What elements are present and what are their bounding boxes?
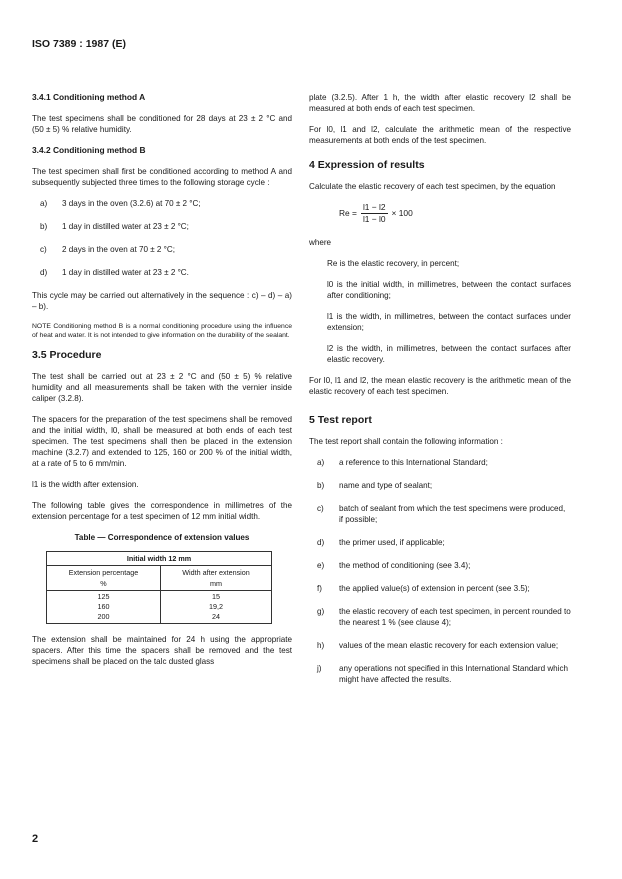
- definition: l0 is the initial width, in millimetres, between the contact surfaces after conditioning;: [327, 280, 571, 300]
- definition: l1 is the width, in millimetres, between the contact surfaces under extension;: [327, 312, 571, 332]
- section-3-4-2-text: The test specimen shall first be conditioned according to method A and subsequently subjected three times to the following storage cycle :: [32, 167, 292, 187]
- list-item: b) name and type of sealant;: [317, 481, 433, 490]
- list-item: c) batch of sealant from which the test specimens were produced, if possible;: [317, 504, 566, 524]
- list-item: a) 3 days in the oven (3.2.6) at 70 ± 2 °C;: [40, 199, 201, 208]
- results-paragraph: For l0, l1 and l2, the mean elastic recovery is the arithmetic mean of the elastic recovery of each test specimen.: [309, 376, 571, 396]
- right-column: [309, 92, 571, 697]
- section-3-4-2-heading: 3.4.2 Conditioning method B: [32, 145, 146, 155]
- list-item: b) 1 day in distilled water at 23 ± 2 °C;: [40, 222, 189, 231]
- list-item: d) the primer used, if applicable;: [317, 538, 445, 547]
- section-3-4-1-heading: 3.4.1 Conditioning method A: [32, 92, 146, 102]
- document-header: ISO 7389 : 1987 (E): [32, 38, 126, 50]
- section-4-heading: 4 Expression of results: [309, 159, 425, 171]
- table-caption: Table — Correspondence of extension values: [74, 533, 250, 542]
- list-item: e) the method of conditioning (see 3.4);: [317, 561, 471, 570]
- definition: Re is the elastic recovery, in percent;: [327, 259, 460, 268]
- report-intro: The test report shall contain the following information :: [309, 437, 503, 446]
- extension-table: [46, 551, 272, 624]
- note: NOTE Conditioning method B is a normal conditioning procedure using the influence of heat and water. It is not intended to give information on the durability of the sealant.: [32, 323, 292, 339]
- procedure-paragraph: The spacers for the preparation of the test specimens shall be removed and the initial width, l0, shall be measured at both ends of each test specimen. The test specimens shall then be placed in the extension machine (3.2.7) and extended to 125, 160 or 200 % of the initial width, at a rate of 5 to 6 mm/min.: [32, 415, 292, 468]
- list-item: c) 2 days in the oven at 70 ± 2 °C;: [40, 245, 175, 254]
- equation-tail: × 100: [391, 208, 413, 218]
- procedure-continuation: plate (3.2.5). After 1 h, the width after elastic recovery l2 shall be measured at both ends of each test specimen.: [309, 93, 571, 113]
- definition: l2 is the width, in millimetres, between the contact surfaces after elastic recovery.: [327, 344, 571, 364]
- results-paragraph: Calculate the elastic recovery of each test specimen, by the equation: [309, 182, 556, 191]
- list-item: h) values of the mean elastic recovery for each extension value;: [317, 641, 559, 650]
- where-label: where: [309, 238, 332, 247]
- list-item: f) the applied value(s) of extension in percent (see 3.5);: [317, 584, 530, 593]
- equation-fraction: $\frac{l1 - l2}{l1 - l0}$: [362, 202, 386, 224]
- left-column: [32, 92, 292, 677]
- page-number: 2: [32, 833, 39, 845]
- equation-lhs: Re =: [339, 208, 357, 218]
- section-3-4-1-text: The test specimens shall be conditioned for 28 days at 23 ± 2 °C and (50 ± 5) % relative humidity.: [32, 114, 292, 134]
- table-row: 125 160 200 15 19,2 24: [47, 591, 272, 624]
- table-col-header: Width after extension mm: [161, 566, 272, 591]
- list-item: a) a reference to this International Standard;: [317, 458, 488, 467]
- table-col-header: Extension percentage %: [47, 566, 161, 591]
- procedure-paragraph: l1 is the width after extension.: [32, 480, 139, 489]
- table-header: Initial width 12 mm: [47, 552, 272, 566]
- procedure-paragraph: The extension shall be maintained for 24 h using the appropriate spacers. After this time the spacers shall be removed and the test specimens shall be placed on the talc dusted glass: [32, 635, 292, 666]
- cycle-alternative-text: This cycle may be carried out alternatively in the sequence : c) – d) – a) – b).: [32, 291, 292, 311]
- section-5-heading: 5 Test report: [309, 414, 372, 426]
- procedure-paragraph: The test shall be carried out at 23 ± 2 °C and (50 ± 5) % relative humidity and all measurements shall be taken with the vernier inside caliper (3.2.8).: [32, 372, 292, 403]
- list-item: d) 1 day in distilled water at 23 ± 2 °C.: [40, 268, 189, 277]
- list-item: g) the elastic recovery of each test specimen, in percent rounded to the nearest 1 % (see clause 4);: [317, 607, 571, 627]
- equation: [339, 202, 571, 225]
- procedure-continuation: For l0, l1 and l2, calculate the arithmetic mean of the respective measurements at both ends of the test specimen.: [309, 125, 571, 145]
- section-3-5-heading: 3.5 Procedure: [32, 349, 102, 361]
- procedure-paragraph: The following table gives the correspondence in millimetres of the extension percentage for a test specimen of 12 mm initial width.: [32, 501, 292, 521]
- list-item: j) any operations not specified in this International Standard which might have affected the results.: [317, 664, 569, 684]
